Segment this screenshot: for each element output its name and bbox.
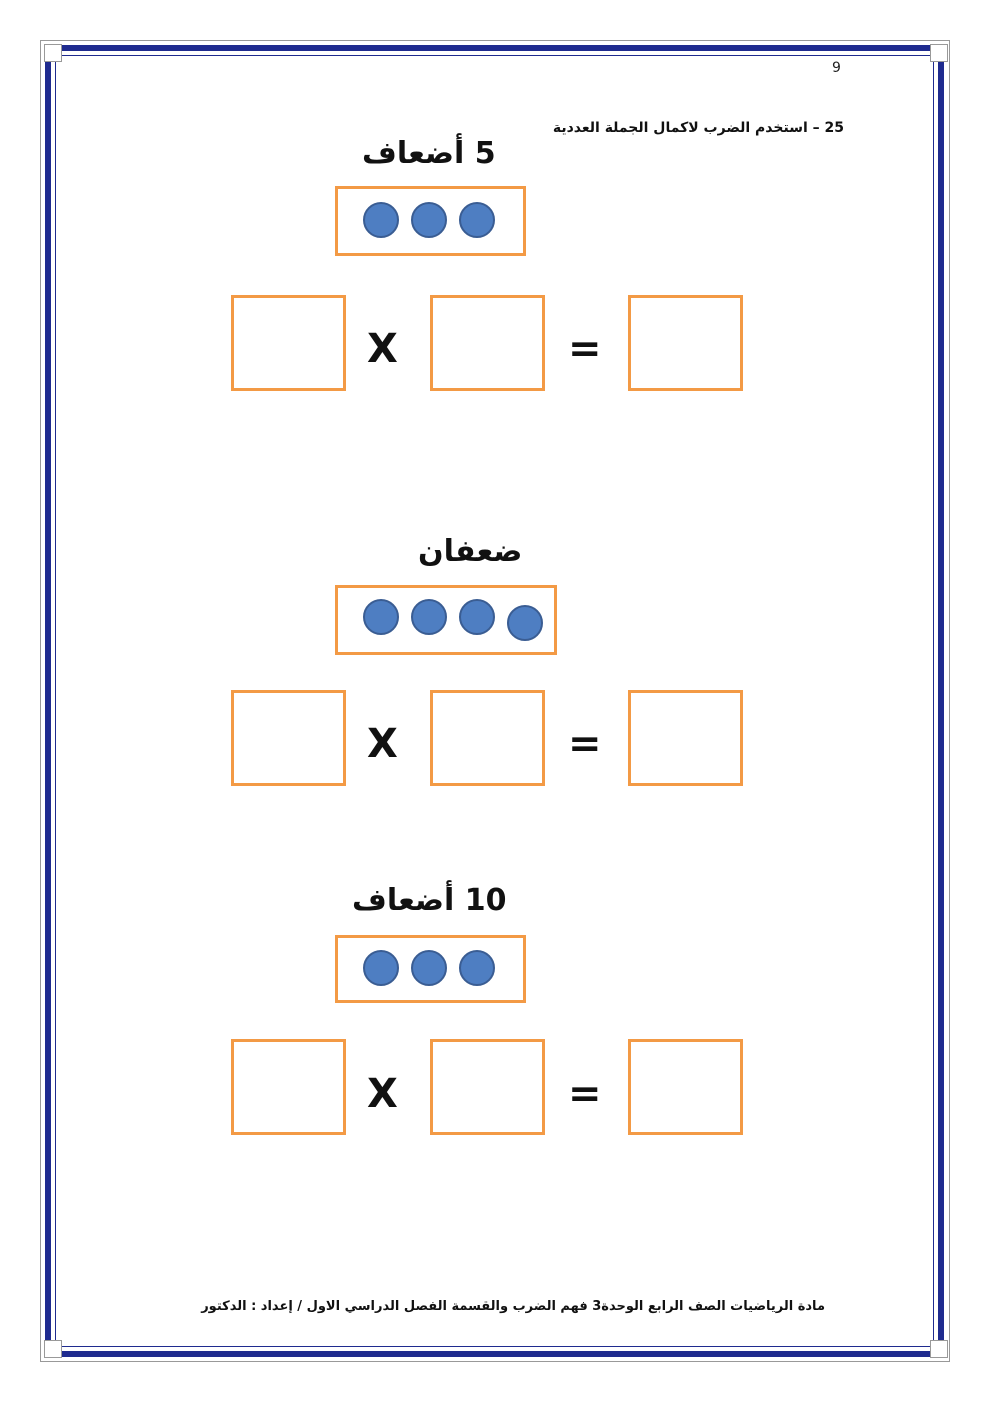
exercise-3-answer-box-2[interactable]	[430, 1039, 545, 1135]
footer-text: مادة الرياضيات الصف الرابع الوحدة3 فهم الضرب والقسمة الفصل الدراسي الاول / إعداد : الدكتور	[201, 1299, 825, 1314]
equals-sign: =	[568, 1071, 602, 1117]
corner-ornament	[930, 44, 948, 62]
exercise-3-dot-box	[335, 935, 526, 1003]
counter-dot	[459, 599, 495, 635]
exercise-1-answer-box-2[interactable]	[430, 295, 545, 391]
times-sign: X	[367, 721, 398, 767]
exercise-2-heading: ضعفان	[418, 534, 523, 569]
exercise-3-answer-box-3[interactable]	[628, 1039, 743, 1135]
instruction-text: 25 – استخدم الضرب لاكمال الجملة العددية	[552, 120, 844, 136]
counter-dot	[363, 599, 399, 635]
counter-dot	[363, 950, 399, 986]
times-sign: X	[367, 326, 398, 372]
exercise-3-answer-box-1[interactable]	[231, 1039, 346, 1135]
counter-dot	[411, 202, 447, 238]
page-number: 9	[832, 60, 841, 76]
exercise-2-dot-box	[335, 585, 557, 655]
counter-dot	[363, 202, 399, 238]
exercise-1-dot-box	[335, 186, 526, 256]
counter-dot	[459, 202, 495, 238]
exercise-2-answer-box-2[interactable]	[430, 690, 545, 786]
exercise-2-answer-box-1[interactable]	[231, 690, 346, 786]
counter-dot	[459, 950, 495, 986]
counter-dot	[507, 605, 543, 641]
corner-ornament	[44, 1340, 62, 1358]
corner-ornament	[44, 44, 62, 62]
exercise-1-answer-box-1[interactable]	[231, 295, 346, 391]
equals-sign: =	[568, 326, 602, 372]
counter-dot	[411, 599, 447, 635]
times-sign: X	[367, 1071, 398, 1117]
exercise-1-answer-box-3[interactable]	[628, 295, 743, 391]
equals-sign: =	[568, 721, 602, 767]
exercise-1-heading: 5 أضعاف	[362, 136, 496, 171]
corner-ornament	[930, 1340, 948, 1358]
exercise-2-answer-box-3[interactable]	[628, 690, 743, 786]
counter-dot	[411, 950, 447, 986]
exercise-3-heading: 10 أضعاف	[352, 883, 507, 918]
